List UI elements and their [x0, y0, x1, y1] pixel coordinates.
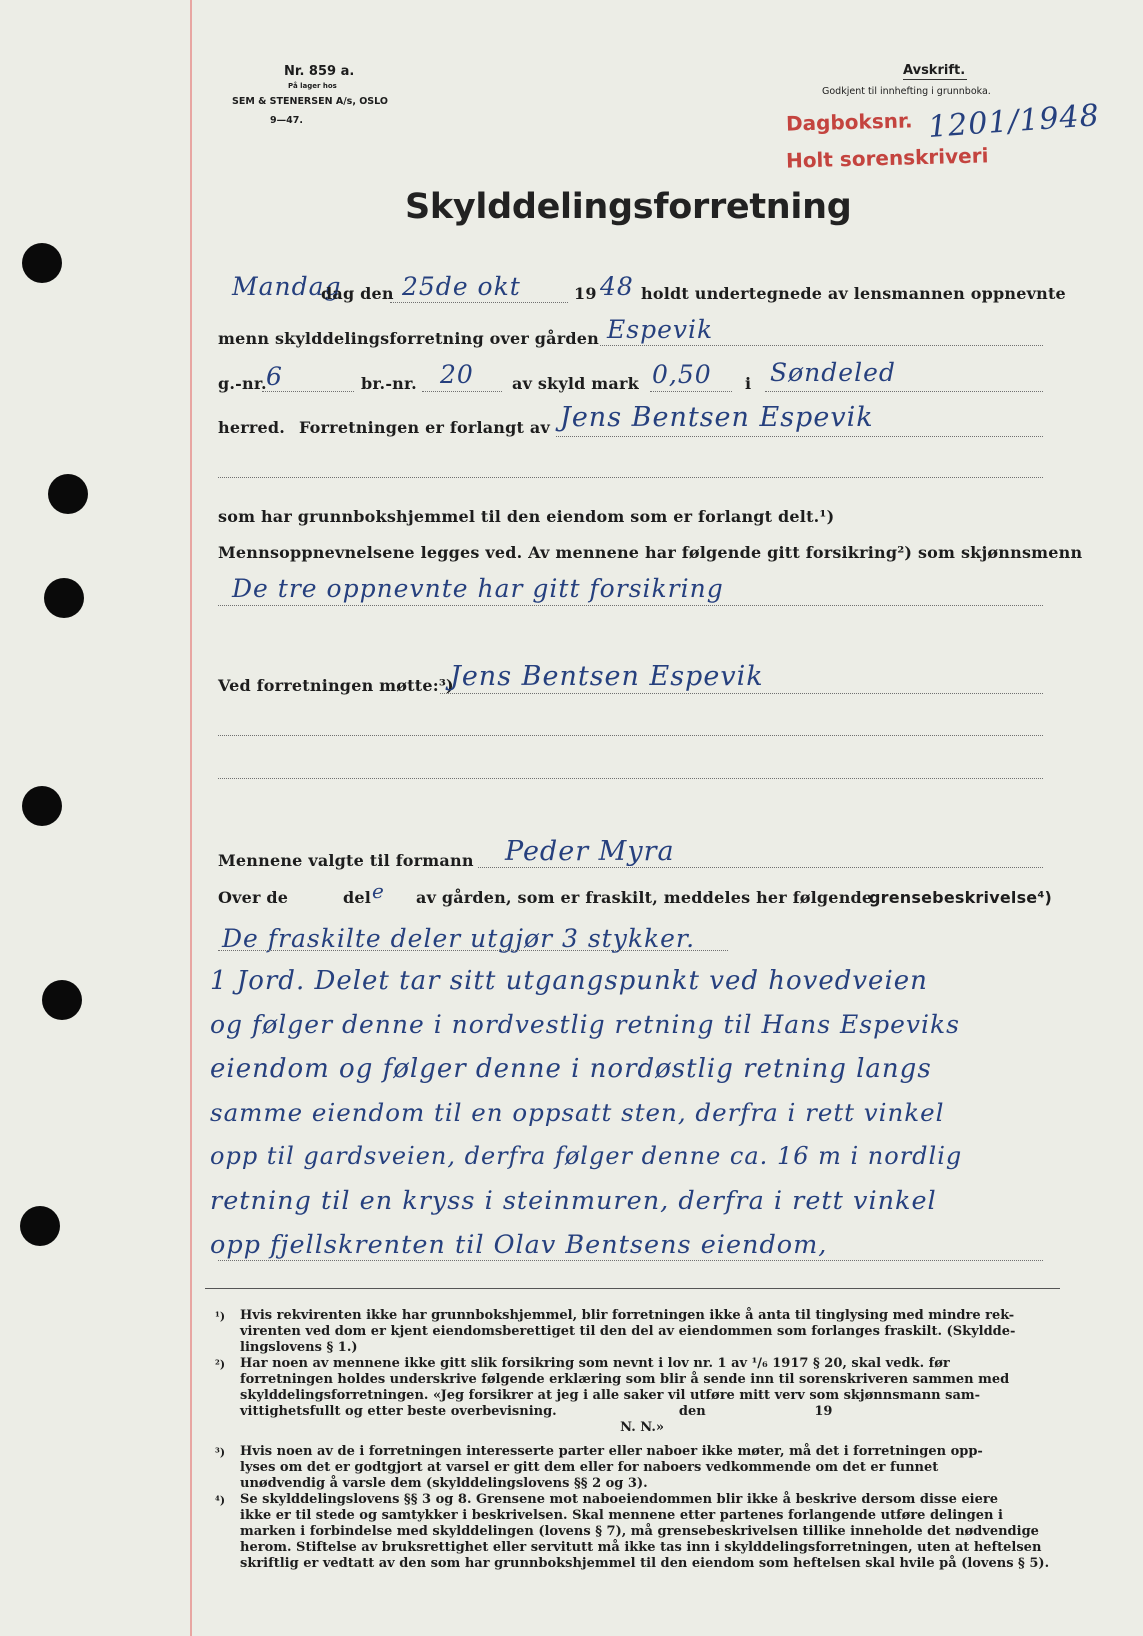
footnote-4 — [240, 1492, 1052, 1572]
grense-label: av gården, som er fraskilt, meddeles her følgende — [416, 888, 873, 907]
description-line: opp fjellskrenten til Olav Bentsens eiendom, — [210, 1230, 828, 1260]
form-number: Nr. 859 a. — [284, 64, 355, 79]
footnote-line: skriftlig er vedtatt av den som har grunnbokshjemmel til den eiendom som heftelsen skal hvile på (lovens § 5). — [240, 1556, 1050, 1571]
formann-label: Mennene valgte til formann — [218, 851, 474, 870]
herred-label: herred. — [218, 418, 286, 437]
footnote-number: ³) — [215, 1446, 226, 1459]
publisher-line: 9—47. — [270, 115, 303, 126]
footnote-line: N. N.» — [240, 1420, 664, 1435]
stamp-court-name: Holt sorenskriveri — [785, 143, 989, 173]
fill-line — [218, 778, 1043, 779]
grense-heading: grensebeskrivelse⁴) — [869, 888, 1053, 907]
formann-handwritten: Peder Myra — [505, 836, 675, 867]
punch-hole — [48, 474, 88, 514]
publisher-line: På lager hos — [288, 82, 337, 90]
footnote-line: Se skylddelingslovens §§ 3 og 8. Grensene mot naboeiendommen blir ikke å beskrive dersom disse eiere — [240, 1492, 998, 1507]
footnote-line: marken i forbindelse med skylddelingen (lovens § 7), må grensebeskrivelsen tillike inneholde det nødvendige — [240, 1524, 1039, 1539]
description-line: 1 Jord. Delet tar sitt utgangspunkt ved hovedveien — [210, 966, 928, 996]
description-line: retning til en kryss i steinmuren, derfra i rett vinkel — [210, 1186, 937, 1216]
footnote-rule — [205, 1288, 1060, 1289]
fill-line — [218, 477, 1043, 478]
description-line: eiendom og følger denne i nordøstlig retning langs — [210, 1054, 932, 1084]
fill-line — [218, 605, 1043, 606]
fill-line — [390, 302, 568, 303]
over-de-label: Over de — [218, 888, 289, 907]
herred-handwritten: Søndeled — [770, 358, 896, 387]
fill-line — [262, 391, 354, 392]
stamp-label: Dagboksnr. — [785, 108, 913, 136]
footnote-line: skylddelingsforretningen. «Jeg forsikrer at jeg i alle saker vil utføre mitt verv som skjønnsmann sam- — [240, 1388, 981, 1403]
gnr-handwritten: 6 — [266, 362, 283, 391]
footnote-line: Hvis noen av de i forretningen interesserte parter eller naboer ikke møter, må det i forretningen opp- — [240, 1444, 983, 1459]
mote-label: Ved forretningen møtte:³) — [218, 676, 454, 695]
fill-line — [218, 950, 728, 951]
punch-hole — [22, 786, 62, 826]
footnote-2 — [240, 1356, 1052, 1436]
skyld-handwritten: 0,50 — [652, 360, 712, 389]
document-title: Skylddelingsforretning — [405, 187, 852, 227]
fill-line — [422, 391, 502, 392]
punch-hole — [22, 243, 62, 283]
year-handwritten: 48 — [600, 272, 634, 301]
footnote-line: unødvendig å varsle dem (skylddelingslovens §§ 2 og 3). — [240, 1476, 648, 1491]
del-suffix-handwritten: e — [372, 879, 385, 903]
punch-hole — [44, 578, 84, 618]
footnote-line: Hvis rekvirenten ikke har grunnbokshjemmel, blir forretningen ikke å anta til tinglysing med mindre rek- — [240, 1308, 1015, 1323]
gnr-label: g.-nr. — [218, 374, 267, 393]
footnote-line: lingslovens § 1.) — [240, 1340, 358, 1355]
footnote-line: virenten ved dom er kjent eiendomsberettiget til den del av eiendommen som forlanges fraskilt. (Skyldde- — [240, 1324, 1016, 1339]
journal-number-handwritten: 1201/1948 — [926, 98, 1101, 145]
footnote-line: Har noen av mennene ikke gitt slik forsikring som nevnt i lov nr. 1 av ¹/₆ 1917 § 20, skal vedk. før — [240, 1356, 950, 1371]
day-suffix: dag den — [321, 284, 394, 303]
fill-line — [218, 735, 1043, 736]
footnote-line: forretningen holdes underskrive følgende erklæring som blir å sende inn til sorenskriveren sammen med — [240, 1372, 1010, 1387]
footnote-number: ²) — [215, 1358, 226, 1371]
bnr-handwritten: 20 — [440, 360, 474, 389]
description-line: De fraskilte deler utgjør 3 stykker. — [222, 924, 696, 953]
footnote-3 — [240, 1444, 1052, 1492]
mennsoppnevnelse-text: Mennsoppnevnelsene legges ved. Av mennene har følgende gitt forsikring²) som skjønnsmenn — [218, 543, 1083, 562]
punch-hole — [42, 980, 82, 1020]
fill-line — [600, 345, 1043, 346]
year-prefix: 19 — [574, 284, 597, 303]
footnote-line: vittighetsfullt og etter beste overbevisning. den 19 — [240, 1404, 833, 1419]
hjemmel-text: som har grunnbokshjemmel til den eiendom som er forlangt delt.¹) — [218, 507, 835, 526]
description-line: opp til gardsveien, derfra følger denne ca. 16 m i nordlig — [210, 1142, 963, 1170]
footnote-number: ¹) — [215, 1310, 226, 1323]
margin-rule — [190, 0, 192, 1636]
footnote-number: ⁴) — [215, 1494, 226, 1507]
attendee-handwritten: Jens Bentsen Espevik — [450, 661, 764, 692]
journal-stamp — [786, 108, 913, 135]
requester-handwritten: Jens Bentsen Espevik — [560, 402, 874, 433]
footnote-line: lyses om det er godtgjort at varsel er gitt dem eller for naboers vedkommende om det er funnet — [240, 1460, 939, 1475]
line1-text: holdt undertegnede av lensmannen oppnevnte — [641, 284, 1066, 303]
publisher-line: SEM & STENERSEN A/s, OSLO — [232, 96, 388, 107]
fill-line — [218, 1260, 1043, 1261]
underline — [903, 79, 967, 80]
del-label: del — [343, 888, 372, 907]
fill-line — [765, 391, 1043, 392]
day-handwritten: Mandag — [232, 272, 342, 301]
fill-line — [478, 867, 1043, 868]
description-line: samme eiendom til en oppsatt sten, derfra i rett vinkel — [210, 1098, 945, 1127]
footnote-line: herom. Stiftelse av bruksrettighet eller servitutt må ikke tas inn i skylddelingsforretningen, uten at heftelsen — [240, 1540, 1042, 1555]
copy-label: Avskrift. — [903, 63, 966, 78]
bnr-label: br.-nr. — [361, 374, 417, 393]
description-line: og følger denne i nordvestlig retning til Hans Espeviks — [210, 1010, 961, 1039]
i-label: i — [745, 374, 752, 393]
date-handwritten: 25de okt — [402, 272, 521, 301]
farm-label: menn skylddelingsforretning over gården — [218, 329, 599, 348]
requested-label: Forretningen er forlangt av — [299, 418, 550, 437]
punch-hole — [20, 1206, 60, 1246]
fill-line — [440, 693, 1043, 694]
footnote-line: ikke er til stede og samtykker i beskrivelsen. Skal mennene etter partenes forlangende utføre delingen i — [240, 1508, 1003, 1523]
fill-line — [650, 391, 732, 392]
footnote-1 — [240, 1308, 1052, 1356]
copy-note: Godkjent til innhefting i grunnboka. — [822, 86, 991, 97]
farm-handwritten: Espevik — [607, 315, 714, 344]
forsikring-handwritten: De tre oppnevnte har gitt forsikring — [232, 574, 724, 603]
fill-line — [556, 436, 1043, 437]
skyld-label: av skyld mark — [512, 374, 639, 393]
